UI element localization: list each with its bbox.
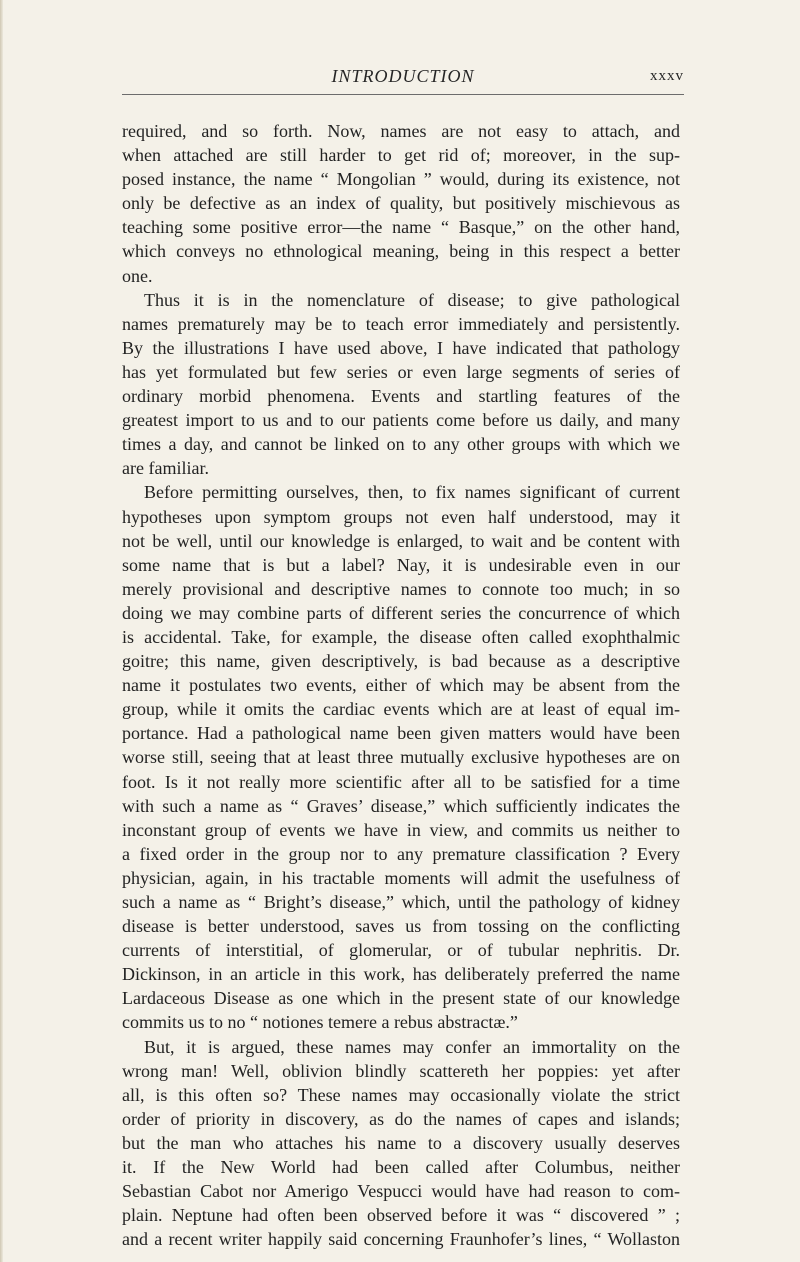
text-line: and a recent writer happily said concerning Fraunhofer’s lines, “ Wollaston — [122, 1229, 680, 1250]
text-line: currents of interstitial, of glomerular, or of tubular nephritis. Dr. — [122, 940, 680, 961]
text-line: teaching some positive error—the name “ Basque,” on the other hand, — [122, 217, 680, 238]
text-line: commits us to no “ notiones temere a rebus abstractæ.” — [122, 1012, 518, 1033]
text-line: only be defective as an index of quality, but positively mischievous as — [122, 193, 680, 214]
header-rule — [122, 94, 684, 95]
text-line: goitre; this name, given descriptively, is bad because as a descriptive — [122, 651, 680, 672]
text-line: By the illustrations I have used above, I have indicated that pathology — [122, 337, 680, 358]
text-line: a fixed order in the group nor to any premature classification ? Every — [122, 843, 680, 864]
text-line: portance. Had a pathological name been given matters would have been — [122, 723, 680, 744]
text-line: Before permitting ourselves, then, to fix names significant of current — [144, 482, 680, 503]
text-line: not be well, until our knowledge is enlarged, to wait and be content with — [122, 530, 680, 551]
text-line: Lardaceous Disease as one which in the present state of our knowledge — [122, 988, 680, 1009]
text-line: doing we may combine parts of different series the concurrence of which — [122, 602, 680, 623]
text-line: times a day, and cannot be linked on to any other groups with which we — [122, 434, 680, 455]
text-line: physician, again, in his tractable moments will admit the usefulness of — [122, 867, 680, 888]
text-line: Thus it is in the nomenclature of disease; to give pathological — [144, 289, 680, 310]
text-line: order of priority in discovery, as do the names of capes and islands; — [122, 1108, 680, 1129]
text-line: inconstant group of events we have in view, and commits us neither to — [122, 819, 680, 840]
text-line: foot. Is it not really more scientific after all to be satisfied for a time — [122, 771, 680, 792]
page-number: xxxv — [650, 68, 684, 84]
text-line: one. — [122, 265, 153, 286]
running-head — [122, 66, 684, 94]
text-line: merely provisional and descriptive names to connote too much; in so — [122, 578, 680, 599]
text-line: disease is better understood, saves us from tossing on the conflicting — [122, 916, 680, 937]
text-line: it. If the New World had been called after Columbus, neither — [122, 1157, 680, 1178]
text-line: names prematurely may be to teach error immediately and persistently. — [122, 313, 680, 334]
text-line: such a name as “ Bright’s disease,” which, until the pathology of kidney — [122, 892, 680, 912]
text-line: required, and so forth. Now, names are not easy to attach, and — [122, 121, 680, 141]
text-line: But, it is argued, these names may confer an immortality on the — [144, 1036, 680, 1057]
body-text — [122, 119, 680, 1251]
text-line: posed instance, the name “ Mongolian ” would, during its existence, not — [122, 169, 680, 190]
text-line: all, is this often so? These names may occasionally violate the strict — [122, 1084, 680, 1105]
text-line: with such a name as “ Graves’ disease,” which sufficiently indicates the — [122, 795, 680, 816]
text-line: greatest import to us and to our patients come before us daily, and many — [122, 410, 680, 431]
text-line: group, while it omits the cardiac events which are at least of equal im- — [122, 699, 680, 720]
text-line: which conveys no ethnological meaning, being in this respect a better — [122, 241, 680, 262]
text-line: name it postulates two events, either of which may be absent from the — [122, 675, 680, 696]
text-line: are familiar. — [122, 458, 209, 479]
text-line: hypotheses upon symptom groups not even half understood, may it — [122, 506, 680, 527]
text-line: wrong man! Well, oblivion blindly scattereth her poppies: yet after — [122, 1060, 680, 1081]
running-title: INTRODUCTION — [331, 66, 475, 86]
text-line: is accidental. Take, for example, the disease often called exophthalmic — [122, 626, 680, 647]
text-line: Sebastian Cabot nor Amerigo Vespucci would have had reason to com- — [122, 1181, 680, 1202]
page-edge — [0, 0, 3, 1262]
text-line: has yet formulated but few series or even large segments of series of — [122, 361, 680, 382]
text-line: but the man who attaches his name to a discovery usually deserves — [122, 1132, 680, 1153]
text-line: when attached are still harder to get rid of; moreover, in the sup- — [122, 145, 680, 166]
text-line: plain. Neptune had often been observed before it was “ discovered ” ; — [122, 1205, 680, 1226]
text-line: ordinary morbid phenomena. Events and startling features of the — [122, 386, 680, 407]
text-line: some name that is but a label? Nay, it is undesirable even in our — [122, 554, 680, 575]
text-line: Dickinson, in an article in this work, has deliberately preferred the name — [122, 964, 680, 985]
text-line: worse still, seeing that at least three mutually exclusive hypotheses are on — [122, 747, 680, 768]
